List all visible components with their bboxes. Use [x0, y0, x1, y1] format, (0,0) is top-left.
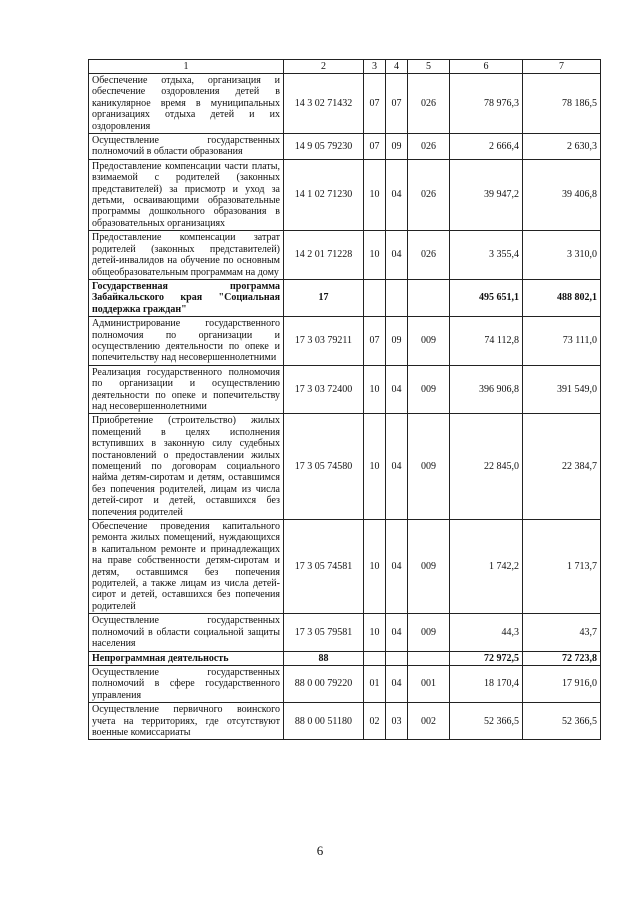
- row-code: 88 0 00 79220: [284, 665, 364, 702]
- row-amount-year2: 17 916,0: [523, 665, 601, 702]
- header-col-5: 5: [408, 60, 450, 74]
- row-amount-year2: 3 310,0: [523, 231, 601, 280]
- table-row: [89, 159, 601, 230]
- row-amount-year1: 39 947,2: [450, 159, 523, 230]
- row-name: Осуществление первичного воинского учета на территориях, где отсутствуют военные комиссариаты: [89, 703, 284, 740]
- row-code: 17: [284, 279, 364, 316]
- row-subsection: 04: [386, 665, 408, 702]
- row-amount-year2: 39 406,8: [523, 159, 601, 230]
- row-section: 07: [364, 134, 386, 160]
- header-col-1: 1: [89, 60, 284, 74]
- row-code: 14 3 02 71432: [284, 74, 364, 134]
- row-expense-type: 026: [408, 231, 450, 280]
- row-name: Приобретение (строительство) жилых помещений в целях исполнения вступивших в законную силу судебных постановлений о предоставлении жилых помещений по договорам социального найма детям-сиротам и детям, оставшимся без попечения родителей, лицам из числа детей-сирот и детей, оставшихся без попечения родителей: [89, 414, 284, 520]
- row-subsection: 04: [386, 159, 408, 230]
- table-row: [89, 520, 601, 614]
- row-amount-year2: 73 111,0: [523, 317, 601, 366]
- row-section: 02: [364, 703, 386, 740]
- page-number: 6: [316, 843, 324, 858]
- budget-table: [88, 59, 601, 740]
- row-section: [364, 279, 386, 316]
- row-amount-year2: 2 630,3: [523, 134, 601, 160]
- row-amount-year1: 495 651,1: [450, 279, 523, 316]
- row-code: 17 3 05 74580: [284, 414, 364, 520]
- table-row: [89, 365, 601, 414]
- row-subsection: 03: [386, 703, 408, 740]
- row-expense-type: [408, 651, 450, 665]
- table-row: [89, 134, 601, 160]
- row-name: Осуществление государственных полномочий в области социальной защиты населения: [89, 614, 284, 651]
- row-subsection: 04: [386, 231, 408, 280]
- row-name: Обеспечение отдыха, организация и обеспечение оздоровления детей в каникулярное время в муниципальных организациях отдыха детей и их оздоровления: [89, 74, 284, 134]
- row-expense-type: 009: [408, 317, 450, 366]
- row-code: 88 0 00 51180: [284, 703, 364, 740]
- row-amount-year1: 72 972,5: [450, 651, 523, 665]
- row-name: Государственная программа Забайкальского края "Социальная поддержка граждан": [89, 279, 284, 316]
- row-expense-type: 026: [408, 74, 450, 134]
- row-section: 10: [364, 365, 386, 414]
- row-expense-type: 009: [408, 365, 450, 414]
- row-name: Предоставление компенсации затрат родителей (законных представителей) детей-инвалидов на обучение по основным общеобразовательным программам на дому: [89, 231, 284, 280]
- row-amount-year1: 18 170,4: [450, 665, 523, 702]
- row-code: 14 2 01 71228: [284, 231, 364, 280]
- row-amount-year2: 43,7: [523, 614, 601, 651]
- header-col-4: 4: [386, 60, 408, 74]
- header-col-2: 2: [284, 60, 364, 74]
- row-amount-year2: 78 186,5: [523, 74, 601, 134]
- table-row: [89, 317, 601, 366]
- row-name: Предоставление компенсации части платы, взимаемой с родителей (законных представителей) за присмотр и уход за детьми, осваивающими образовательные программы дошкольного образования в образовательных организациях: [89, 159, 284, 230]
- row-section: 10: [364, 231, 386, 280]
- row-amount-year2: 1 713,7: [523, 520, 601, 614]
- table-header-row: [89, 60, 601, 74]
- row-amount-year1: 44,3: [450, 614, 523, 651]
- row-code: 88: [284, 651, 364, 665]
- row-section: 07: [364, 74, 386, 134]
- row-amount-year2: 488 802,1: [523, 279, 601, 316]
- row-section: 10: [364, 414, 386, 520]
- row-subsection: 09: [386, 317, 408, 366]
- row-subsection: 04: [386, 414, 408, 520]
- row-amount-year1: 3 355,4: [450, 231, 523, 280]
- row-expense-type: 009: [408, 520, 450, 614]
- row-amount-year1: 1 742,2: [450, 520, 523, 614]
- row-amount-year1: 52 366,5: [450, 703, 523, 740]
- row-name: Непрограммная деятельность: [89, 651, 284, 665]
- row-expense-type: 001: [408, 665, 450, 702]
- row-amount-year1: 78 976,3: [450, 74, 523, 134]
- row-subsection: 04: [386, 614, 408, 651]
- row-expense-type: 026: [408, 159, 450, 230]
- table-row: [89, 414, 601, 520]
- row-name: Администрирование государственного полномочия по организации и осуществлению деятельности по опеке и попечительству над несовершеннолетними: [89, 317, 284, 366]
- table-row: [89, 231, 601, 280]
- row-amount-year2: 52 366,5: [523, 703, 601, 740]
- table-row: [89, 74, 601, 134]
- row-subsection: 04: [386, 520, 408, 614]
- row-subsection: 04: [386, 365, 408, 414]
- row-name: Реализация государственного полномочия по организации и осуществлению деятельности по опеке и попечительству над несовершеннолетними: [89, 365, 284, 414]
- header-col-7: 7: [523, 60, 601, 74]
- row-amount-year1: 396 906,8: [450, 365, 523, 414]
- table-row: [89, 665, 601, 702]
- row-expense-type: 009: [408, 414, 450, 520]
- row-code: 14 9 05 79230: [284, 134, 364, 160]
- row-amount-year1: 74 112,8: [450, 317, 523, 366]
- row-subsection: [386, 651, 408, 665]
- row-name: Осуществление государственных полномочий в сфере государственного управления: [89, 665, 284, 702]
- row-amount-year2: 72 723,8: [523, 651, 601, 665]
- row-name: Обеспечение проведения капитального ремонта жилых помещений, нуждающихся в капитальном ремонте и принадлежащих на праве собственности детям-сиротам и детям, оставшимся без попечения родителей, а также лицам из числа детей-сирот и детей, оставшихся без попечения родителей: [89, 520, 284, 614]
- header-col-6: 6: [450, 60, 523, 74]
- row-amount-year1: 2 666,4: [450, 134, 523, 160]
- row-section: 01: [364, 665, 386, 702]
- table-row: [89, 651, 601, 665]
- row-expense-type: [408, 279, 450, 316]
- table-row: [89, 614, 601, 651]
- row-code: 17 3 03 72400: [284, 365, 364, 414]
- table-row: [89, 279, 601, 316]
- row-code: 17 3 05 74581: [284, 520, 364, 614]
- row-section: 10: [364, 159, 386, 230]
- row-expense-type: 009: [408, 614, 450, 651]
- table-row: [89, 703, 601, 740]
- row-expense-type: 026: [408, 134, 450, 160]
- row-code: 14 1 02 71230: [284, 159, 364, 230]
- row-amount-year2: 391 549,0: [523, 365, 601, 414]
- row-code: 17 3 03 79211: [284, 317, 364, 366]
- row-section: [364, 651, 386, 665]
- row-subsection: [386, 279, 408, 316]
- row-amount-year2: 22 384,7: [523, 414, 601, 520]
- row-subsection: 07: [386, 74, 408, 134]
- row-expense-type: 002: [408, 703, 450, 740]
- table-body: [89, 60, 601, 740]
- row-section: 07: [364, 317, 386, 366]
- row-subsection: 09: [386, 134, 408, 160]
- row-section: 10: [364, 614, 386, 651]
- row-amount-year1: 22 845,0: [450, 414, 523, 520]
- row-section: 10: [364, 520, 386, 614]
- header-col-3: 3: [364, 60, 386, 74]
- row-code: 17 3 05 79581: [284, 614, 364, 651]
- row-name: Осуществление государственных полномочий в области образования: [89, 134, 284, 160]
